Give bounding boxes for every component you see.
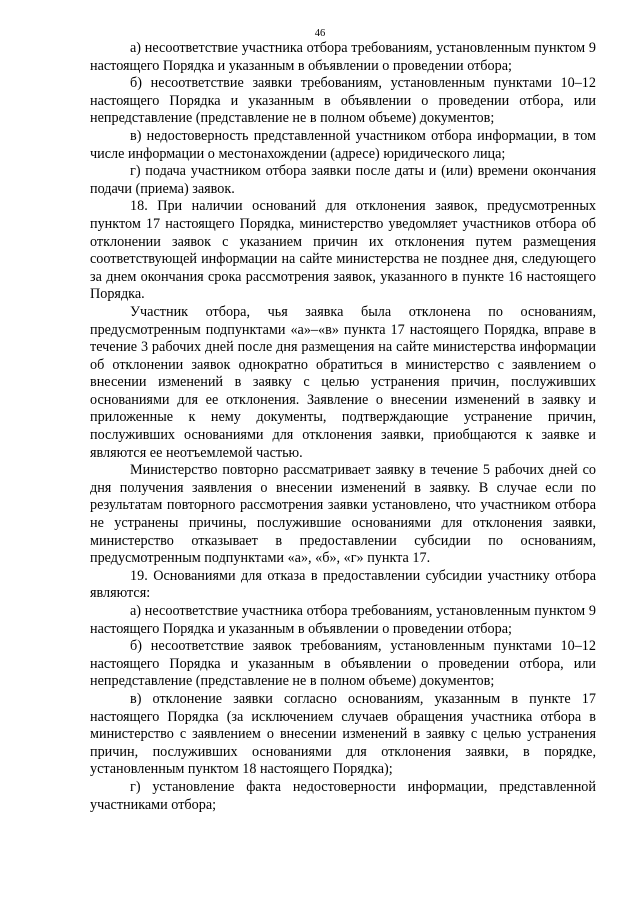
paragraph-18-appeal: Участник отбора, чья заявка была отклонена по основаниям, предусмотренным подпунктами «а»–«в» пункта 17 настоящего Порядка, вправе в течение 3 рабочих дней после дня размещения на сайте министерства информации об отклонении заявок однократно обратиться в министерство с заявлением о внесении изменений в заявку с целью устранения причин, послуживших основаниями для ее отклонения. Заявление о внесении изменений в заявку и приложенные к нему документы, подтверждающие устранение причин, послуживших основаниями для отклонения заявки, приобщаются к заявке и являются ее неотъемлемой частью. bbox=[90, 303, 596, 461]
document-body bbox=[90, 40, 596, 814]
page-number: 46 bbox=[314, 28, 326, 39]
paragraph-17a: а) несоответствие участника отбора требованиям, установленным пунктом 9 настоящего Порядка и указанным в объявлении о проведении отбора; bbox=[90, 40, 596, 74]
paragraph-17c: в) недостоверность представленной участником отбора информации, в том числе информации о местонахождении (адресе) юридического лица; bbox=[90, 127, 596, 162]
paragraph-19c: в) отклонение заявки согласно основаниям, указанным в пункте 17 настоящего Порядка (за исключением случаев обращения участника отбора в министерство с заявлением о внесении изменений в заявку с целью устранения причин, послуживших основаниями для отклонения заявки, в порядке, установленным пунктом 18 настоящего Порядка); bbox=[90, 690, 596, 778]
paragraph-17d: г) подача участником отбора заявки после даты и (или) времени окончания подачи (приема) заявок. bbox=[90, 163, 596, 197]
paragraph-18: 18. При наличии оснований для отклонения заявок, предусмотренных пунктом 17 настоящего Порядка, министерство уведомляет участников отбора об отклонении заявок с указанием причин их отклонения путем размещения соответствующей информации на сайте министерства не позднее дня, следующего за днем окончания срока рассмотрения заявок, указанного в пункте 16 настоящего Порядка. bbox=[90, 198, 596, 303]
paragraph-18-review: Министерство повторно рассматривает заявку в течение 5 рабочих дней со дня получения заявления о внесении изменений в заявку. В случае если по результатам повторного рассмотрения заявки установлено, что участником отбора не устранены причины, послужившие основаниями для отклонения заявки, министерство отказывает в предоставлении субсидии по основаниям, предусмотренным подпунктами «а», «б», «г» пункта 17. bbox=[90, 462, 596, 567]
paragraph-19b: б) несоответствие заявок требованиям, установленным пунктами 10–12 настоящего Порядка и указанным в объявлении о проведении отбора, или непредставление (представление не в полном объеме) документов; bbox=[90, 638, 596, 690]
paragraph-19d: г) установление факта недостоверности информации, представленной участниками отбора; bbox=[90, 778, 596, 813]
paragraph-19a: а) несоответствие участника отбора требованиям, установленным пунктом 9 настоящего Порядка и указанным в объявлении о проведении отбора; bbox=[90, 603, 596, 637]
paragraph-17b: б) несоответствие заявки требованиям, установленным пунктами 10–12 настоящего Порядка и указанным в объявлении о проведении отбора, или непредставление (представление не в полном объеме) документов; bbox=[90, 75, 596, 127]
paragraph-19: 19. Основаниями для отказа в предоставлении субсидии участнику отбора являются: bbox=[90, 567, 596, 602]
